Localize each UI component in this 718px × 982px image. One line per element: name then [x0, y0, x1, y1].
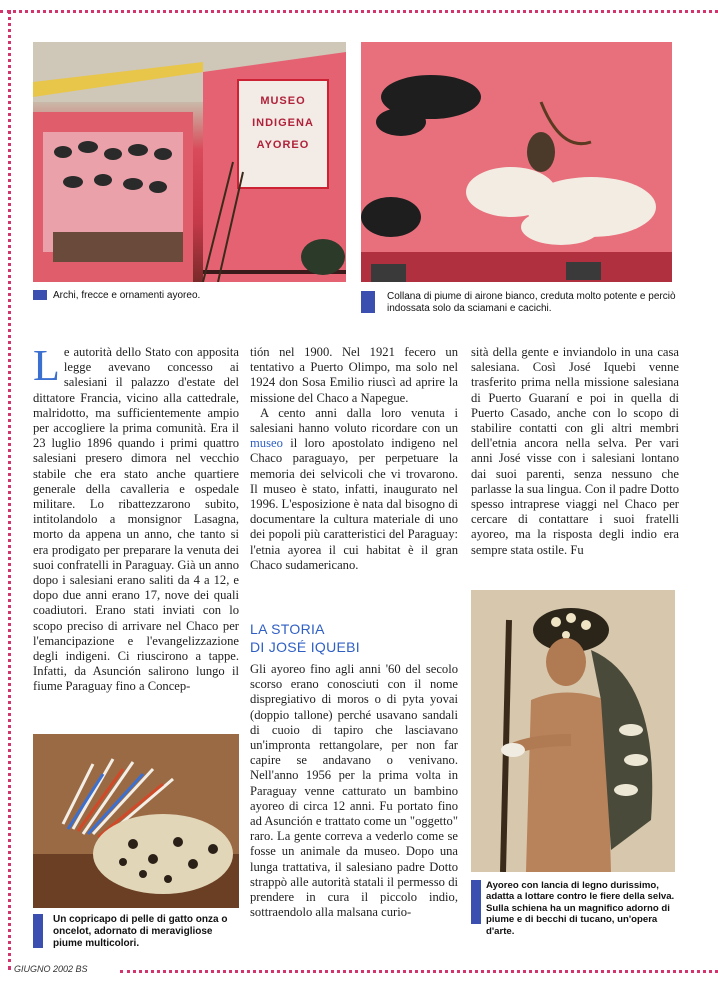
feather-necklace-photo — [361, 42, 672, 282]
col2-para-3: Gli ayoreo fino agli anni '60 del secolo scorso erano conosciuti con il nome dispregiativo di moros o di pyta yovai (doppio tallone) perché usavano sandali di cuoio di tapiro che lasciavano un'impronta rettangolare, per non far capire se andavano o venivano. Nell'anno 1956 per la prima volta in Paraguay venne catturato un bambino ayoreo di circa 12 anni. Fu portato fino ad Asunción e trattato come un "oggetto" raro. La gente correva a vederlo come se fosse un animale da museo. Dopo una lunga trattativa, il salesiano padre Dotto strappò alle autorità statali il permesso di prendere in cura il piccolo indio, sottraendolo alla malsana curio- — [250, 662, 458, 920]
col3-text: sità della gente e inviandolo in una casa salesiana. Così José Iquebi venne trasferito prima nella missione salesiana di Puerto Guaraní e poi in quella di Puerto Casado, anche con lo scopo di stabilire contatti con gli altri membri dell'etnia ancora nella selva. Per vari anni José visse con i salesiani lontano dai suoi parenti, senza nessuno che parlasse la sua lingua. Con il padre Dotto spesso intraprese viaggi nel Chaco per cercare di contattare i suoi fratelli ayoreo, ma la risposta degli indio era sempre stata ostile. Fu — [471, 345, 679, 557]
article-column-2-lower — [250, 662, 458, 920]
article-column-1 — [33, 341, 239, 695]
section-heading — [250, 620, 460, 656]
caption-necklace-text: Collana di piume di airone bianco, creduta molto potente e perciò indossata solo da sciamani e cacichi. — [387, 291, 676, 314]
museum-entrance-photo — [33, 42, 346, 282]
museum-sign — [238, 90, 328, 156]
caption-museum — [33, 290, 343, 302]
page-footer: GIUGNO 2002 BS — [14, 964, 88, 974]
museum-link[interactable]: museo — [250, 436, 283, 451]
caption-warrior-text: Ayoreo con lancia di legno durissimo, adatta a lottare contro le fiere della selva. Sulla schiena ha un magnifico adorno di piume e di becchi di tucano, un'opera d'arte. — [486, 880, 675, 937]
col2-para-2-end: il loro apostolato indigeno nel Chaco paraguayo, per perpetuare la memoria dei selvicoli che vi trovarono. Il museo è stato, infatti, inaugurato nel 1996. L'esposizione è nata dal bisogno di documentare la cultura materiale di uno dei popoli più caratteristici del Paraguay: l'etnia ayorea il cui habitat è il gran Chaco sudamericano. — [250, 436, 458, 572]
caption-marker — [33, 914, 43, 948]
caption-marker — [361, 291, 375, 313]
sign-line-1: MUSEO — [260, 95, 306, 107]
sign-line-2: INDIGENA — [252, 117, 314, 129]
caption-necklace — [361, 291, 681, 315]
drop-cap: L — [33, 341, 60, 390]
article-column-2 — [250, 345, 458, 573]
caption-marker — [471, 880, 481, 924]
col2-para-2 — [250, 406, 458, 573]
caption-marker — [33, 290, 47, 300]
top-dotted-border — [0, 10, 718, 13]
col2-para-2-start: A cento anni dalla loro venuta i salesiani hanno voluto ricordare con un — [250, 405, 458, 436]
col2-para-1: tión nel 1900. Nel 1921 fecero un tentativo a Puerto Olimpo, ma solo nel 1924 don Sosa Emilio riuscì ad aprire la missione del Chaco a Napegue. — [250, 345, 458, 405]
section-heading-line-1: LA STORIA — [250, 621, 325, 637]
caption-headdress — [33, 914, 243, 950]
caption-museum-text: Archi, frecce e ornamenti ayoreo. — [53, 290, 201, 301]
sign-line-3: AYOREO — [256, 139, 310, 151]
col1-text: e autorità dello Stato con apposita legge avevano concesso ai salesiani il palazzo d'estate del dittatore Francia, vicino alla cattedrale, malridotto, ma sufficientemente ampio per accogliere la prima comunità. Era il 23 luglio 1896 quando i primi quattro salesiani presero dimora nel vecchio stabile che era stato anche quartiere generale della cavalleria e ospedale militare. Lo ribattezzarono subito, intitolandolo a monsignor Lasagna, morto da appena un anno, che tanto si era prodigato per preparare la venuta dei suoi confratelli in Paraguay. Già un anno dopo i salesiani erano saliti da 4 a 12, e dopo due anni erano 17, nove dei quali coadiutori. Erano stati inviati con lo scopo preciso di arrivare nel Chaco per l'emancipazione e l'evangelizzazione degli indigeni. Ci riuscirono a tappe. Infatti, da Asunción salirono lungo il fiume Paraguay fino a Concep- — [33, 345, 239, 694]
article-column-3 — [471, 345, 679, 558]
headdress-photo — [33, 734, 239, 908]
caption-headdress-text: Un copricapo di pelle di gatto onza o oncelot, adornato di meravigliose piume multicolori. — [53, 914, 228, 949]
caption-warrior — [486, 880, 676, 937]
left-dotted-border — [8, 10, 11, 970]
ayoreo-warrior-photo — [471, 590, 675, 872]
bottom-dotted-border — [120, 970, 718, 973]
section-heading-line-2: DI JOSÉ IQUEBI — [250, 639, 360, 655]
